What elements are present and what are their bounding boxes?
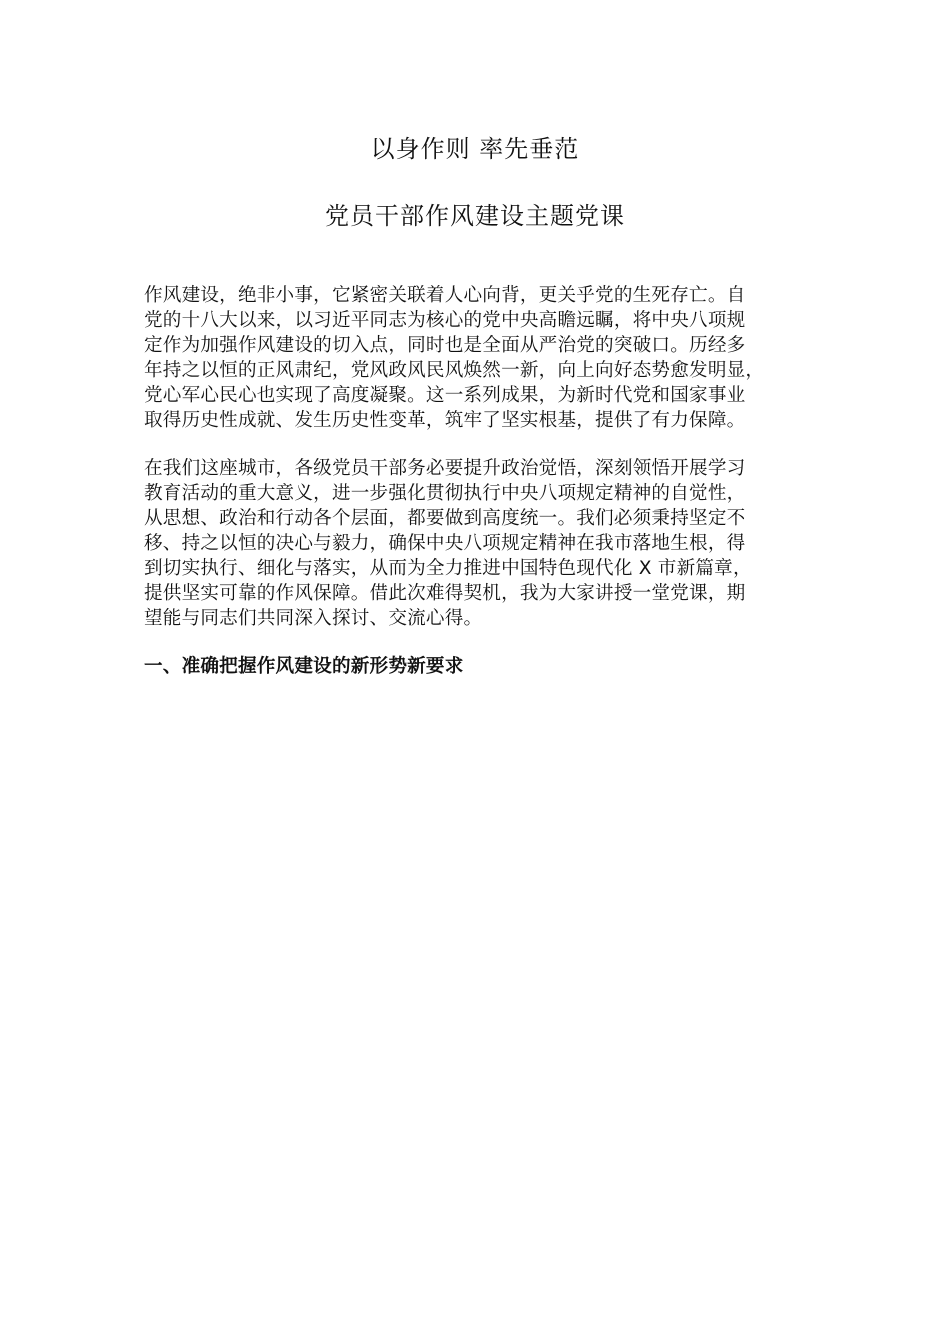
paragraph-line: 取得历史性成就、发生历史性变革，筑牢了坚实根基，提供了有力保障。 <box>144 410 746 431</box>
document-body <box>144 283 810 679</box>
paragraph-line: 提供坚实可靠的作风保障。借此次难得契机，我为大家讲授一堂党课，期 <box>144 583 746 604</box>
section-heading: 一、准确把握作风建设的新形势新要求 <box>144 656 464 677</box>
paragraph-line: 作风建设，绝非小事，它紧密关联着人心向背，更关乎党的生死存亡。自 <box>144 285 746 306</box>
paragraph-line: 党的十八大以来，以习近平同志为核心的党中央高瞻远瞩，将中央八项规 <box>144 310 746 331</box>
paragraph-2 <box>144 456 810 631</box>
paragraph-line: 到切实执行、细化与落实，从而为全力推进中国特色现代化 X 市新篇章， <box>144 558 752 579</box>
paragraph-line: 在我们这座城市，各级党员干部务必要提升政治觉悟，深刻领悟开展学习 <box>144 458 746 479</box>
document-title: 以身作则 率先垂范 <box>370 135 580 163</box>
paragraph-line: 年持之以恒的正风肃纪，党风政风民风焕然一新，向上向好态势愈发明显， <box>144 360 765 381</box>
paragraph-line: 移、持之以恒的决心与毅力，确保中央八项规定精神在我市落地生根，得 <box>144 533 746 554</box>
paragraph-line: 从思想、政治和行动各个层面，都要做到高度统一。我们必须秉持坚定不 <box>144 508 746 529</box>
paragraph-1 <box>144 283 810 433</box>
document-subtitle: 党员干部作风建设主题党课 <box>325 202 625 230</box>
paragraph-line: 党心军心民心也实现了高度凝聚。这一系列成果，为新时代党和国家事业 <box>144 385 746 406</box>
paragraph-line: 望能与同志们共同深入探讨、交流心得。 <box>144 608 483 629</box>
paragraph-line: 教育活动的重大意义，进一步强化贯彻执行中央八项规定精神的自觉性， <box>144 483 746 504</box>
paragraph-line: 定作为加强作风建设的切入点，同时也是全面从严治党的突破口。历经多 <box>144 335 746 356</box>
